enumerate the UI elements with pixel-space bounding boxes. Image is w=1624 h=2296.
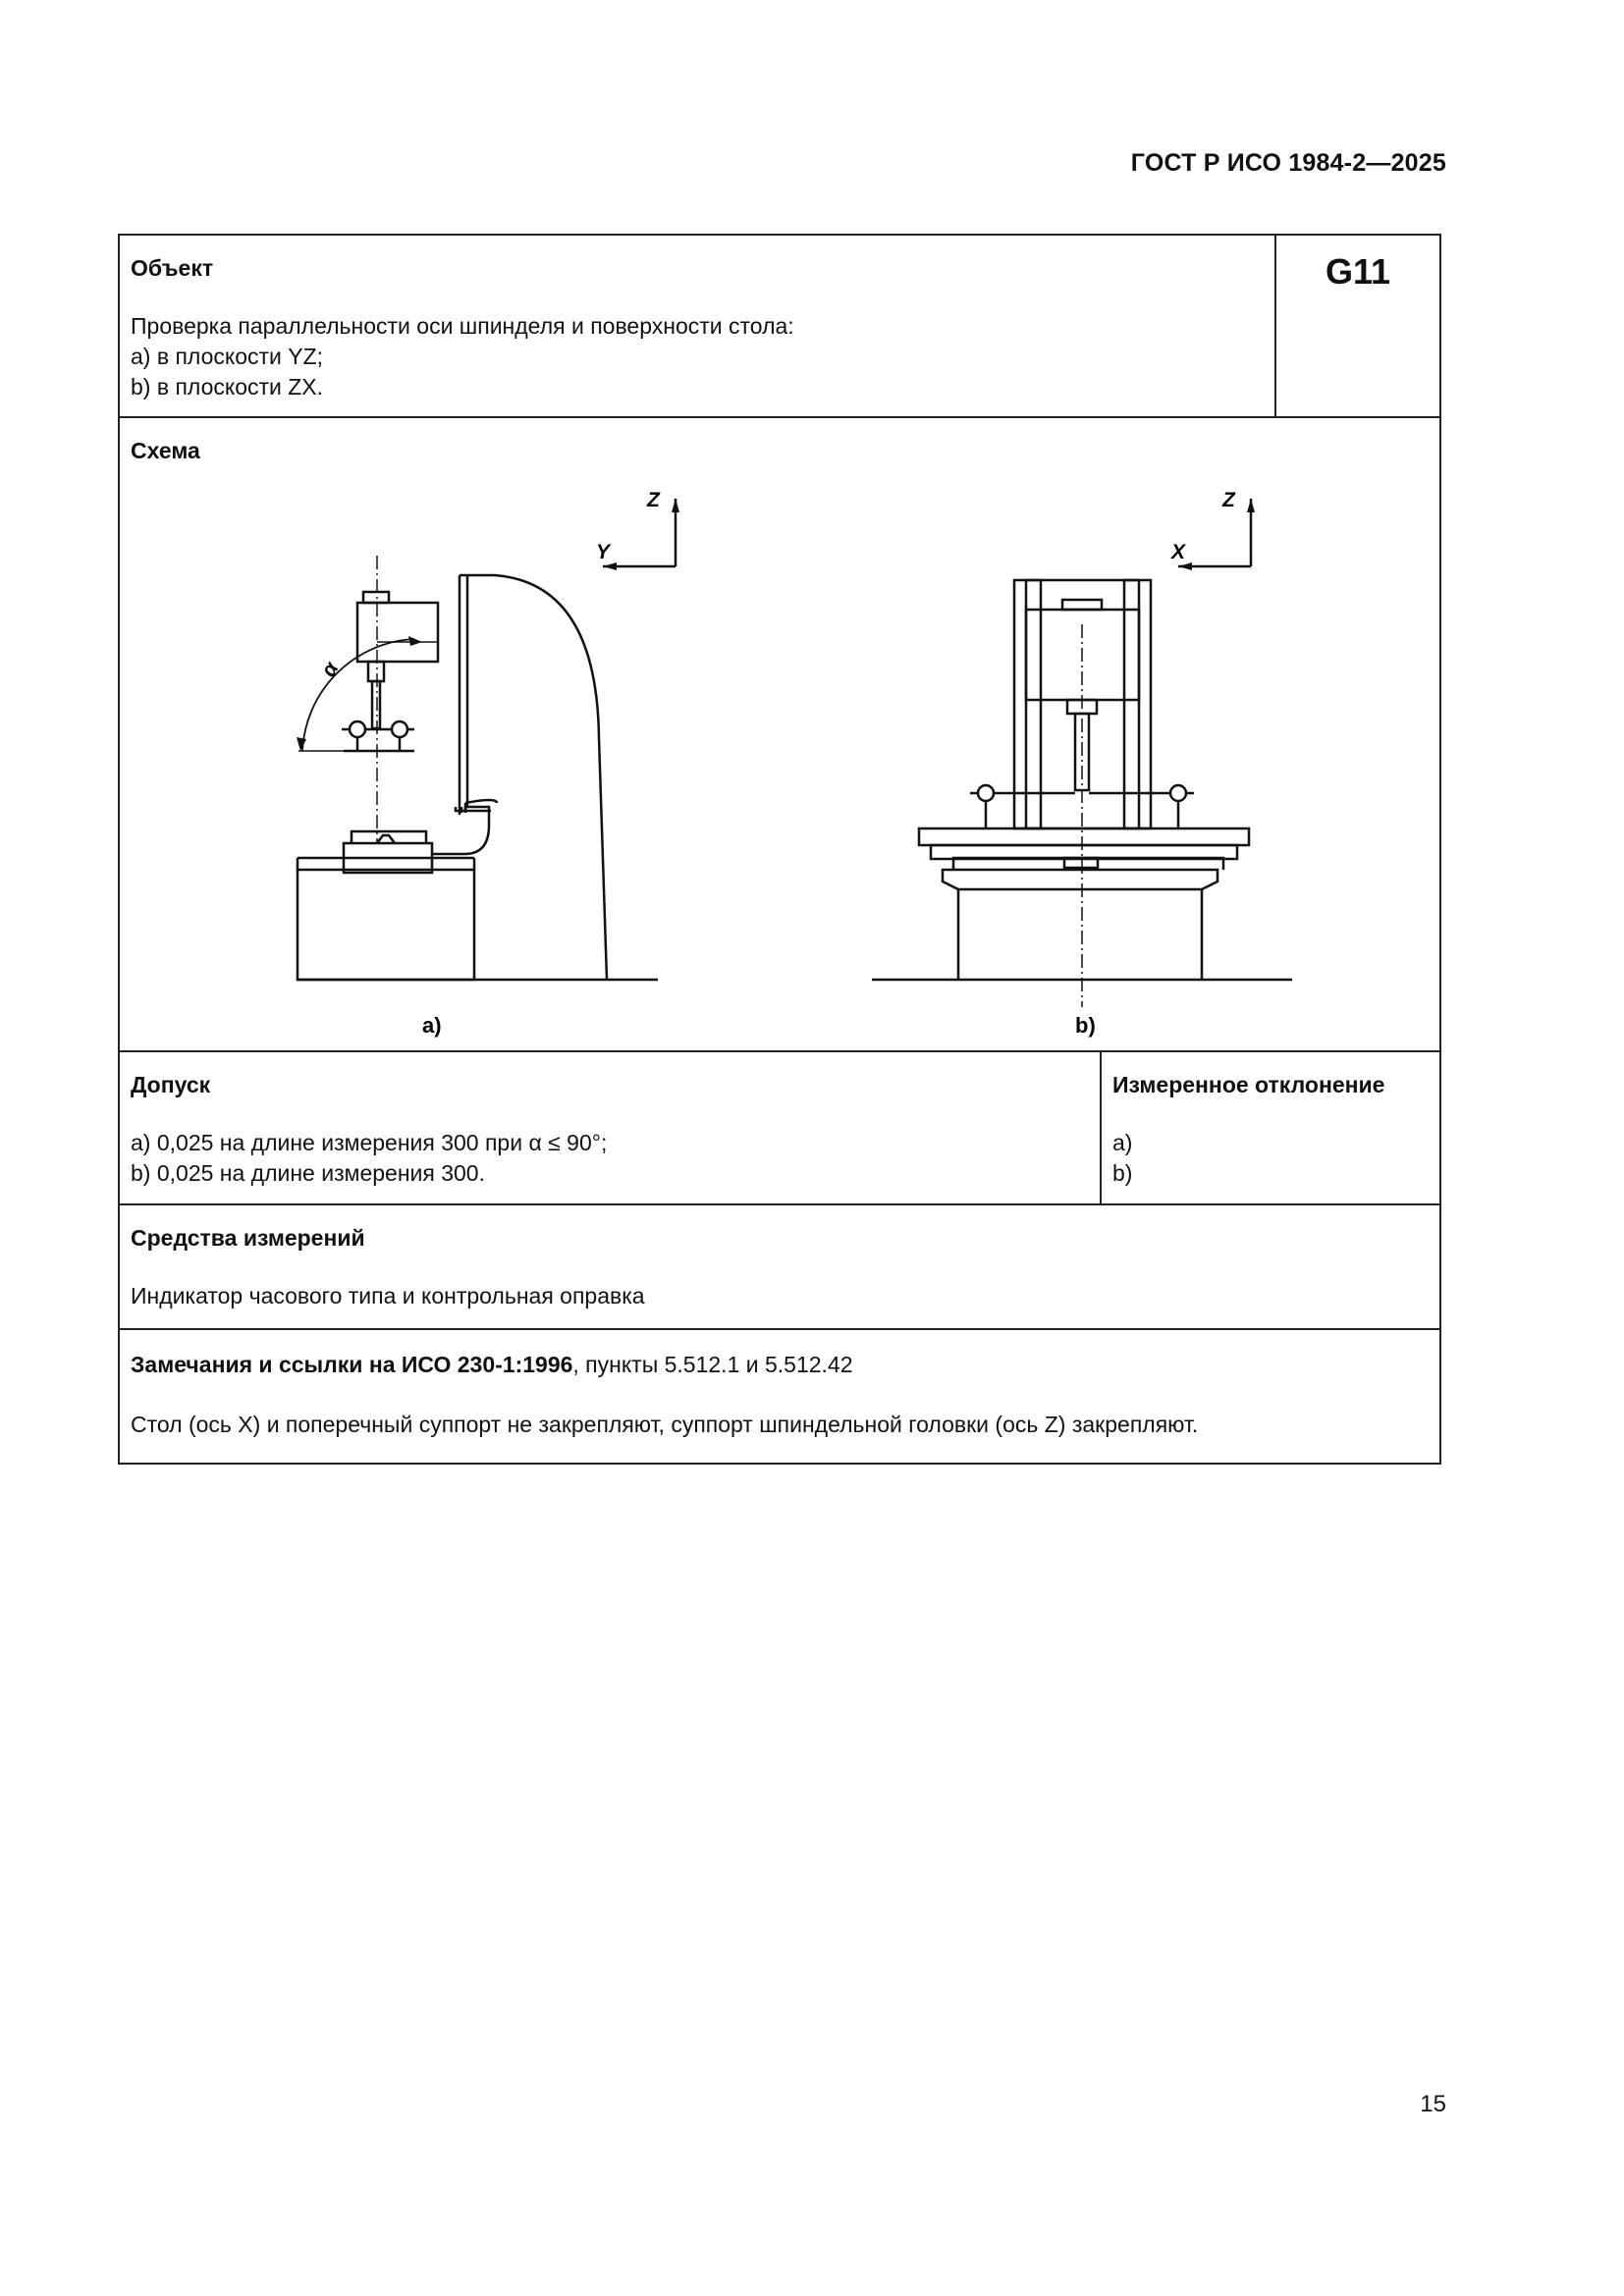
- scheme-drawing: [120, 418, 1439, 1052]
- notes-text: Стол (ось X) и поперечный суппорт не закрепляют, суппорт шпиндельной головки (ось Z) закрепляют.: [131, 1412, 1199, 1437]
- object-intro: Проверка параллельности оси шпинделя и поверхности стола:: [131, 313, 794, 339]
- scheme-row: [120, 418, 1439, 1052]
- spindle-head-a: [357, 603, 438, 662]
- angle-arc: [302, 639, 414, 751]
- tolerance-row: [120, 1052, 1439, 1205]
- instruments-text: Индикатор часового типа и контрольная оправка: [131, 1283, 645, 1308]
- measured-item-a: a): [1112, 1130, 1133, 1155]
- object-item-a: a) в плоскости YZ;: [131, 344, 324, 369]
- dial-indicator-a-right: [392, 721, 407, 737]
- measured-heading: Измеренное отклонение: [1112, 1072, 1385, 1097]
- notes-heading-ref: , пункты 5.512.1 и 5.512.42: [572, 1352, 853, 1377]
- test-code: G11: [1325, 251, 1391, 292]
- figure-a: [297, 499, 679, 980]
- object-row: [120, 236, 1439, 418]
- instruments-heading: Средства измерений: [131, 1225, 365, 1251]
- dial-indicator-b-left: [978, 785, 994, 801]
- figure-a-label: a): [422, 1013, 442, 1038]
- tolerance-item-a: a) 0,025 на длине измерения 300 при α ≤ 90°;: [131, 1130, 608, 1155]
- base-block-a: [298, 870, 474, 980]
- axis-x-label-b: X: [1171, 541, 1186, 563]
- axis-y-label-a: Y: [596, 541, 611, 563]
- column-back-a: [460, 575, 607, 980]
- test-card: [118, 234, 1441, 1465]
- page-number: 15: [1420, 2091, 1446, 2117]
- base-block-b: [943, 870, 1218, 980]
- angle-alpha-label: α: [316, 658, 344, 681]
- dial-indicator-a-left: [350, 721, 365, 737]
- object-item-b: b) в плоскости ZX.: [131, 374, 324, 400]
- table-b: [919, 828, 1249, 845]
- document-id: ГОСТ Р ИСО 1984-2—2025: [1130, 149, 1446, 177]
- test-mandrel-a: [372, 681, 380, 728]
- axis-z-label-b: Z: [1222, 489, 1235, 511]
- dial-indicator-b-right: [1170, 785, 1186, 801]
- scheme-heading: Схема: [131, 438, 200, 463]
- figure-b: [872, 499, 1292, 1007]
- object-heading: Объект: [131, 255, 214, 281]
- tolerance-item-b: b) 0,025 на длине измерения 300.: [131, 1160, 485, 1186]
- axis-z-label-a: Z: [647, 489, 660, 511]
- axis-triad-b: [1178, 499, 1255, 570]
- measured-item-b: b): [1112, 1160, 1133, 1186]
- tolerance-heading: Допуск: [131, 1072, 211, 1097]
- measured-deviation-cell: [1102, 1052, 1439, 1203]
- notes-heading: [131, 1350, 1429, 1380]
- axis-triad-a: [603, 499, 679, 570]
- notes-row: [120, 1330, 1439, 1463]
- notes-heading-bold: Замечания и ссылки на ИСО 230-1:1996: [131, 1352, 573, 1377]
- figure-b-label: b): [1075, 1013, 1096, 1038]
- tolerance-cell: [120, 1052, 1102, 1203]
- instruments-row: [120, 1205, 1439, 1330]
- object-cell: [120, 236, 1276, 416]
